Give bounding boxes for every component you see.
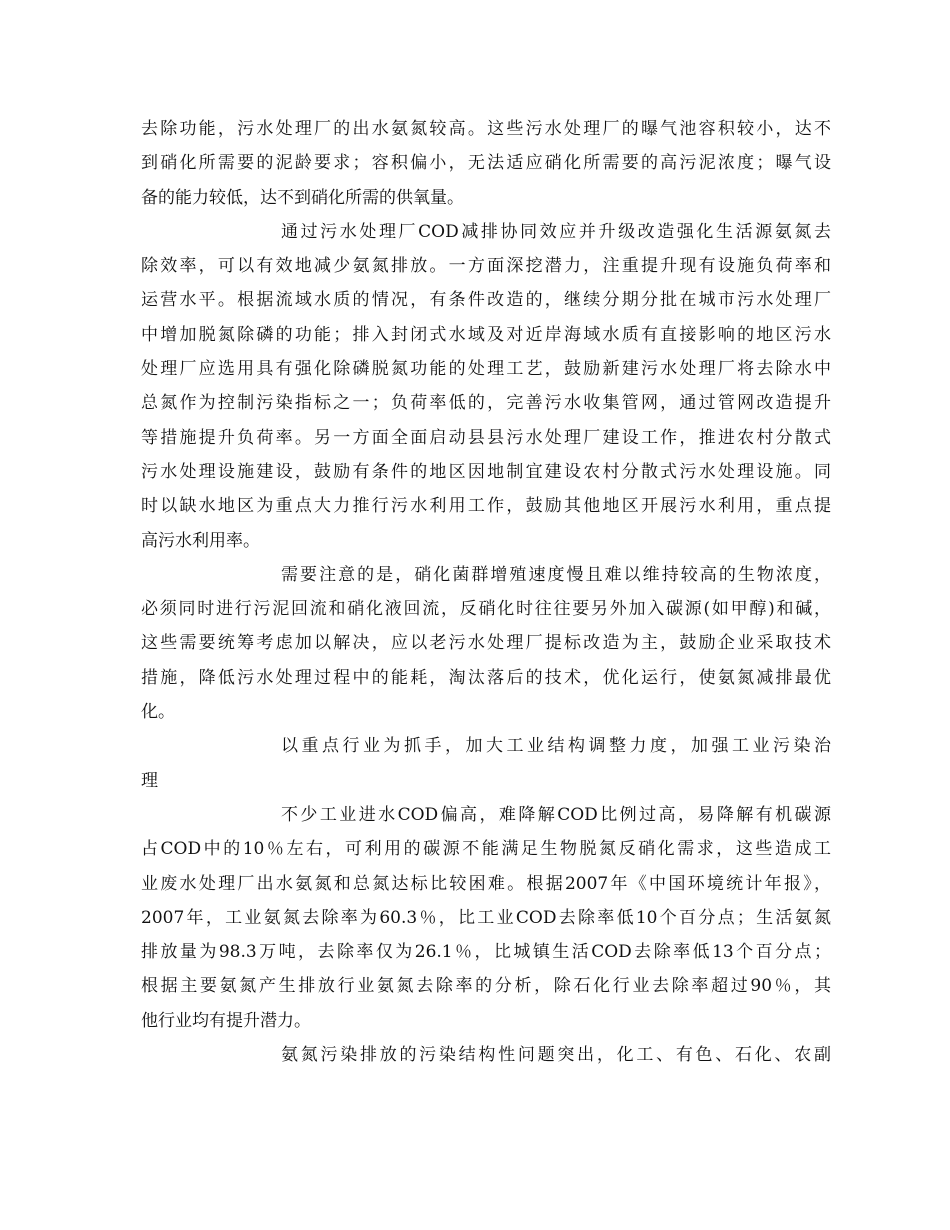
paragraph-2-line-8: 污水处理设施建设，鼓励有条件的地区因地制宜建设农村分散式污水处理设施。同: [141, 461, 831, 482]
paragraph-5-line-7: 他行业均有提升潜力。: [141, 1010, 311, 1031]
paragraph-5-line-2: 占COD中的10％左右，可利用的碳源不能满足生物脱氮反硝化需求，这些造成工: [141, 839, 831, 860]
paragraph-5-line-5: 排放量为98.3万吨，去除率仅为26.1％，比城镇生活COD去除率低13个百分点；: [141, 942, 831, 963]
paragraph-2-line-4: 中增加脱氮除磷的功能；排入封闭式水域及对近岸海域水质有直接影响的地区污水: [141, 324, 831, 345]
paragraph-5-line-4: 2007年，工业氨氮去除率为60.3％，比工业COD去除率低10个百分点；生活氨氮: [141, 907, 831, 928]
paragraph-3-line-4: 措施，降低污水处理过程中的能耗，淘汰落后的技术，优化运行，使氨氮减排最优: [141, 667, 831, 688]
paragraph-2-line-2: 除效率，可以有效地减少氨氮排放。一方面深挖潜力，注重提升现有设施负荷率和: [141, 256, 831, 277]
paragraph-2-line-6: 总氮作为控制污染指标之一；负荷率低的，完善污水收集管网，通过管网改造提升: [141, 393, 831, 414]
paragraph-5-line-1: 不少工业进水COD偏高，难降解COD比例过高，易降解有机碳源: [281, 804, 831, 825]
paragraph-2-line-10: 高污水利用率。: [141, 530, 260, 551]
paragraph-2-line-5: 处理厂应选用具有强化除磷脱氮功能的处理工艺，鼓励新建污水处理厂将去除水中: [141, 359, 831, 380]
paragraph-3-line-2: 必须同时进行污泥回流和硝化液回流，反硝化时往往要另外加入碳源(如甲醇)和碱，: [141, 599, 831, 620]
paragraph-6-line-1: 氨氮污染排放的污染结构性问题突出，化工、有色、石化、农副: [281, 1045, 831, 1066]
paragraph-1-line-3: 备的能力较低，达不到硝化所需的供氧量。: [141, 187, 464, 208]
paragraph-1-line-1: 去除功能，污水处理厂的出水氨氮较高。这些污水处理厂的曝气池容积较小，达不: [141, 119, 831, 139]
paragraph-3-line-1: 需要注意的是，硝化菌群增殖速度慢且难以维持较高的生物浓度，: [281, 564, 831, 585]
paragraph-1-line-2: 到硝化所需要的泥龄要求；容积偏小，无法适应硝化所需要的高污泥浓度；曝气设: [141, 153, 831, 174]
paragraph-2-line-3: 运营水平。根据流域水质的情况，有条件改造的，继续分期分批在城市污水处理厂: [141, 290, 831, 311]
paragraph-2-line-9: 时以缺水地区为重点大力推行污水利用工作，鼓励其他地区开展污水利用，重点提: [141, 496, 831, 517]
paragraph-2-line-1: 通过污水处理厂COD减排协同效应并升级改造强化生活源氨氮去: [281, 221, 831, 242]
paragraph-3-line-3: 这些需要统筹考虑加以解决，应以老污水处理厂提标改造为主，鼓励企业采取技术: [141, 633, 831, 654]
paragraph-3-line-5: 化。: [141, 702, 175, 723]
section-heading-line-2: 理: [141, 770, 158, 791]
document-body: [141, 112, 831, 1072]
paragraph-5-line-3: 业废水处理厂出水氨氮和总氮达标比较困难。根据2007年《中国环境统计年报》，: [141, 873, 831, 894]
section-heading-line-1: 以重点行业为抓手，加大工业结构调整力度，加强工业污染治: [281, 736, 831, 757]
paragraph-5-line-6: 根据主要氨氮产生排放行业氨氮去除率的分析，除石化行业去除率超过90％，其: [141, 976, 831, 997]
paragraph-2-line-7: 等措施提升负荷率。另一方面全面启动县县污水处理厂建设工作，推进农村分散式: [141, 427, 831, 448]
